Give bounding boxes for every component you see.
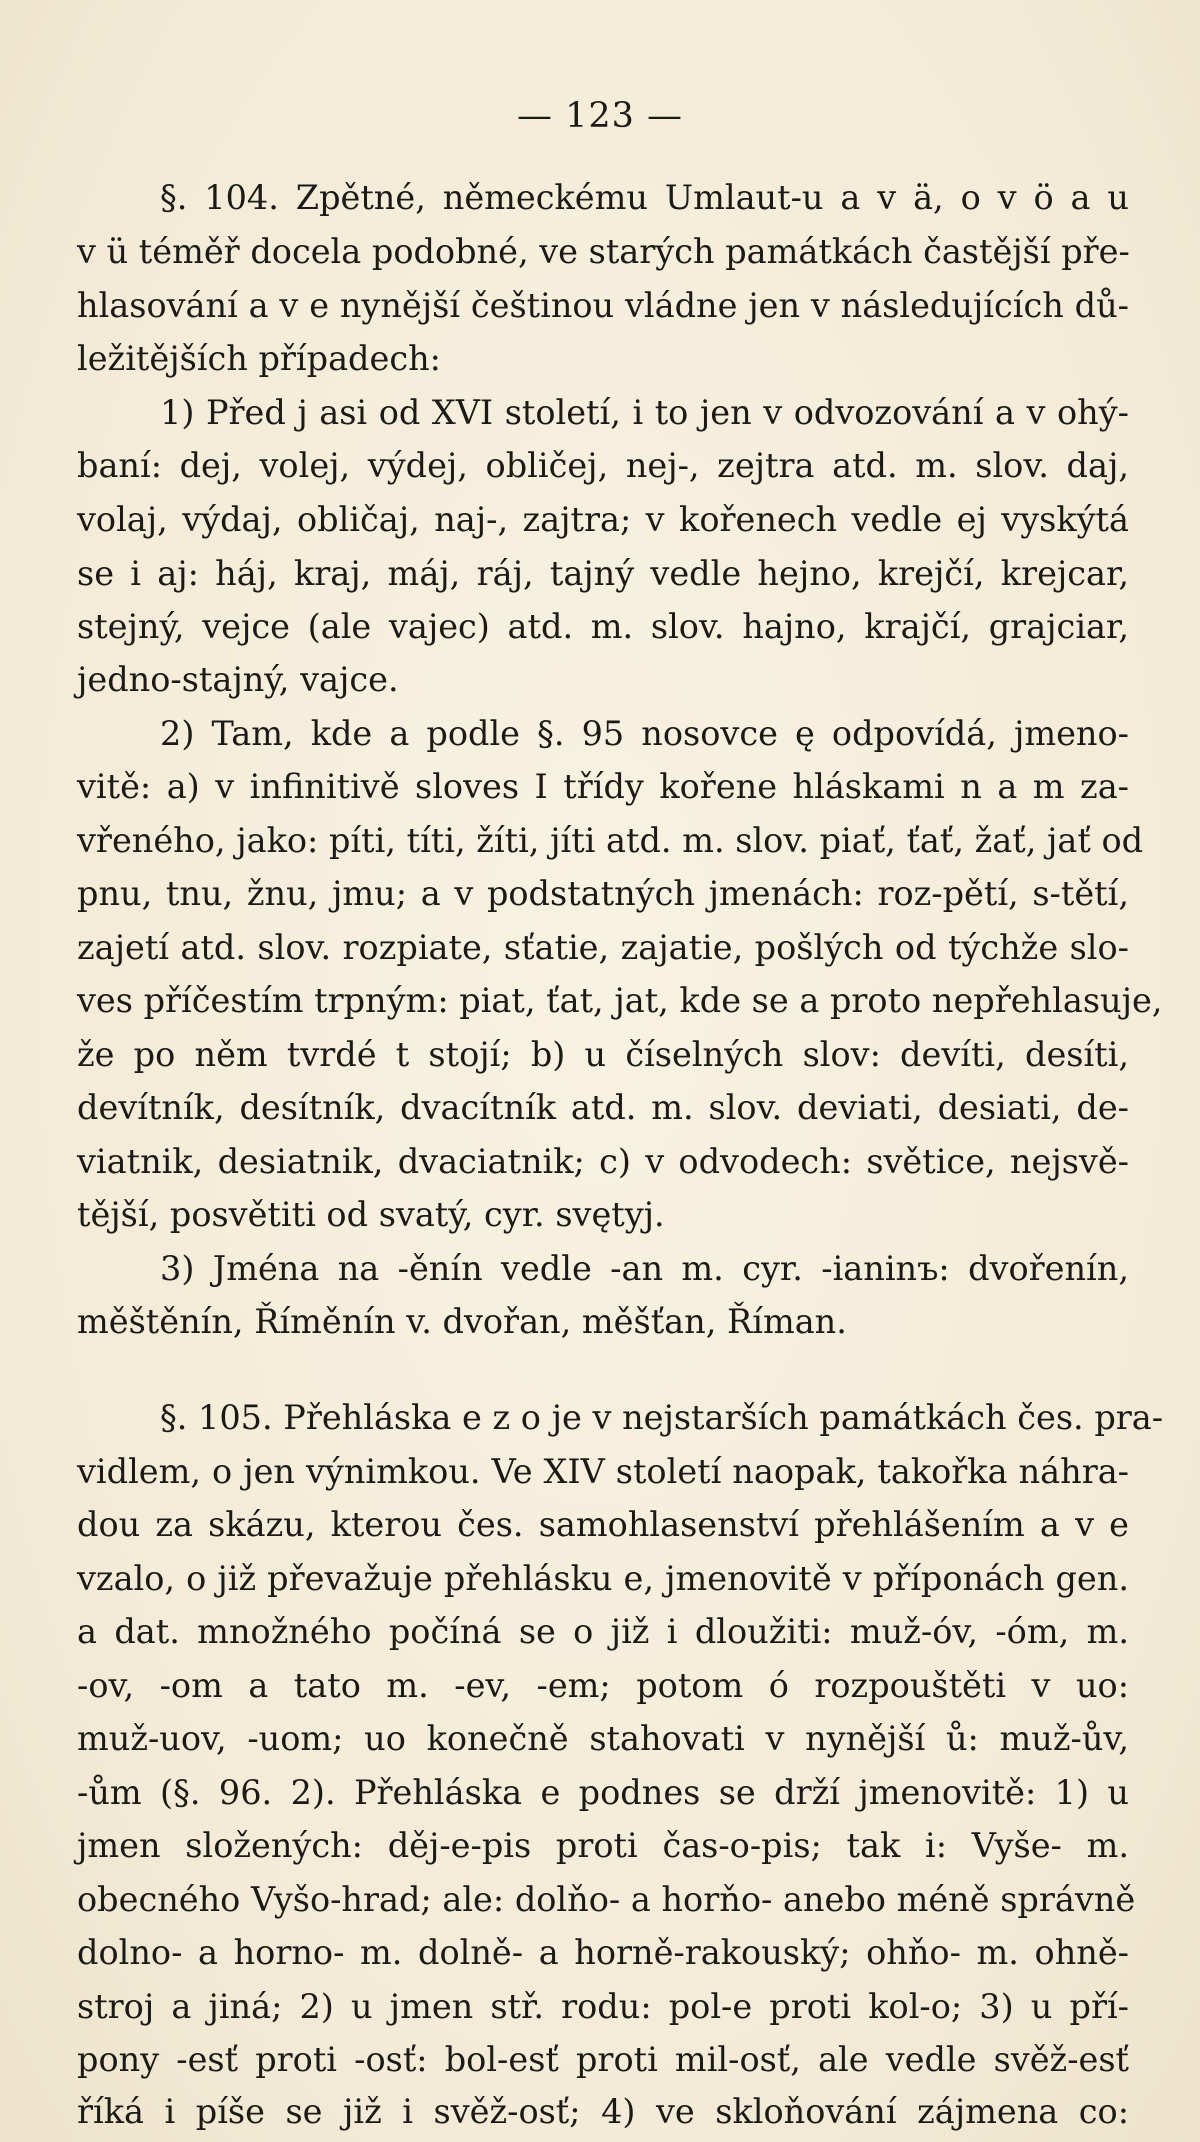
- text-line: volaj, výdaj, obličaj, naj-, zajtra; v kořenech vedle ej vyskýtá: [77, 500, 1129, 539]
- text-line: vitě: a) v infinitivě sloves I třídy kořene hláskami n a m za-: [77, 767, 1129, 806]
- text-line: -ov, -om a tato m. -ev, -em; potom ó rozpouštěti v uo:: [77, 1666, 1129, 1705]
- text-line: baní: dej, volej, výdej, obličej, nej-, zejtra atd. m. slov. daj,: [77, 446, 1129, 485]
- text-line: vzalo, o již převažuje přehlásku e, jmenovitě v příponách gen.: [77, 1559, 1129, 1598]
- text-line: viatnik, desiatnik, dvaciatnik; c) v odvodech: světice, nejsvě-: [77, 1142, 1129, 1181]
- text-line: ležitějších případech:: [77, 339, 441, 378]
- text-line: měštěnín, Říměnín v. dvořan, měšťan, Říman.: [77, 1302, 847, 1341]
- text-line: 3) Jména na -ěnín vedle -an m. cyr. -ianinъ: dvořenín,: [160, 1249, 1129, 1288]
- text-line: se i aj: háj, kraj, máj, ráj, tajný vedle hejno, krejčí, krejcar,: [77, 554, 1129, 593]
- text-line: 2) Tam, kde a podle §. 95 nosovce ę odpovídá, jmeno-: [160, 714, 1129, 753]
- text-line: 1) Před j asi od XVI století, i to jen v odvozování a v ohý-: [160, 393, 1129, 432]
- text-line: jedno-stajný, vajce.: [77, 660, 399, 699]
- text-line: vidlem, o jen výnimkou. Ve XIV století naopak, takořka náhra-: [77, 1452, 1129, 1491]
- text-line: -ům (§. 96. 2). Přehláska e podnes se drží jmenovitě: 1) u: [77, 1773, 1129, 1812]
- text-line: stejný, vejce (ale vajec) atd. m. slov. hajno, krajčí, grajciar,: [77, 607, 1129, 646]
- text-line: ves příčestím trpným: piat, ťat, jat, kde se a proto nepřehlasuje,: [77, 981, 1163, 1020]
- text-line: říká i píše se již i svěž-osť; 4) ve skloňování zájmena co:: [77, 2092, 1129, 2131]
- page-number: — 123 —: [516, 96, 684, 136]
- text-line: §. 104. Zpětné, německému Umlaut-u a v ä, o v ö a u: [160, 178, 1129, 217]
- text-line: vřeného, jako: píti, títi, žíti, jíti atd. m. slov. piať, ťať, žať, jať od: [77, 821, 1144, 860]
- text-line: devítník, desítník, dvacítník atd. m. slov. deviati, desiati, de-: [77, 1088, 1129, 1127]
- text-line: tější, posvětiti od svatý, cyr. svętyj.: [77, 1195, 665, 1234]
- text-line: v ü téměř docela podobné, ve starých památkách častější pře-: [77, 232, 1130, 271]
- text-line: zajetí atd. slov. rozpiate, sťatie, zajatie, pošlých od týchže slo-: [77, 928, 1129, 967]
- text-line: pony -esť proti -osť: bol-esť proti mil-osť, ale vedle svěž-esť: [77, 2040, 1129, 2079]
- text-line: §. 105. Přehláska e z o je v nejstarších památkách čes. pra-: [160, 1398, 1164, 1437]
- text-line: jmen složených: děj-e-pis proti čas-o-pis; tak i: Vyše- m.: [77, 1826, 1129, 1865]
- text-line: dolno- a horno- m. dolně- a horně-rakouský; ohňo- m. ohně-: [77, 1933, 1129, 1972]
- text-line: stroj a jiná; 2) u jmen stř. rodu: pol-e proti kol-o; 3) u pří-: [77, 1987, 1129, 2026]
- text-line: hlasování a v e nynější češtinou vládne jen v následujících dů-: [77, 286, 1129, 325]
- text-line: dou za skázu, kterou čes. samohlasenství přehlášením a v e: [77, 1505, 1129, 1544]
- text-line: že po něm tvrdé t stojí; b) u číselných slov: devíti, desíti,: [77, 1035, 1129, 1074]
- text-line: pnu, tnu, žnu, jmu; a v podstatných jmenách: roz-pětí, s-tětí,: [77, 874, 1129, 913]
- text-line: muž-uov, -uom; uo konečně stahovati v nynější ů: muž-ův,: [77, 1719, 1129, 1758]
- text-line: a dat. množného počíná se o již i dloužiti: muž-óv, -óm, m.: [77, 1612, 1129, 1651]
- text-line: obecného Vyšo-hrad; ale: dolňo- a horňo- anebo méně správně: [77, 1880, 1136, 1919]
